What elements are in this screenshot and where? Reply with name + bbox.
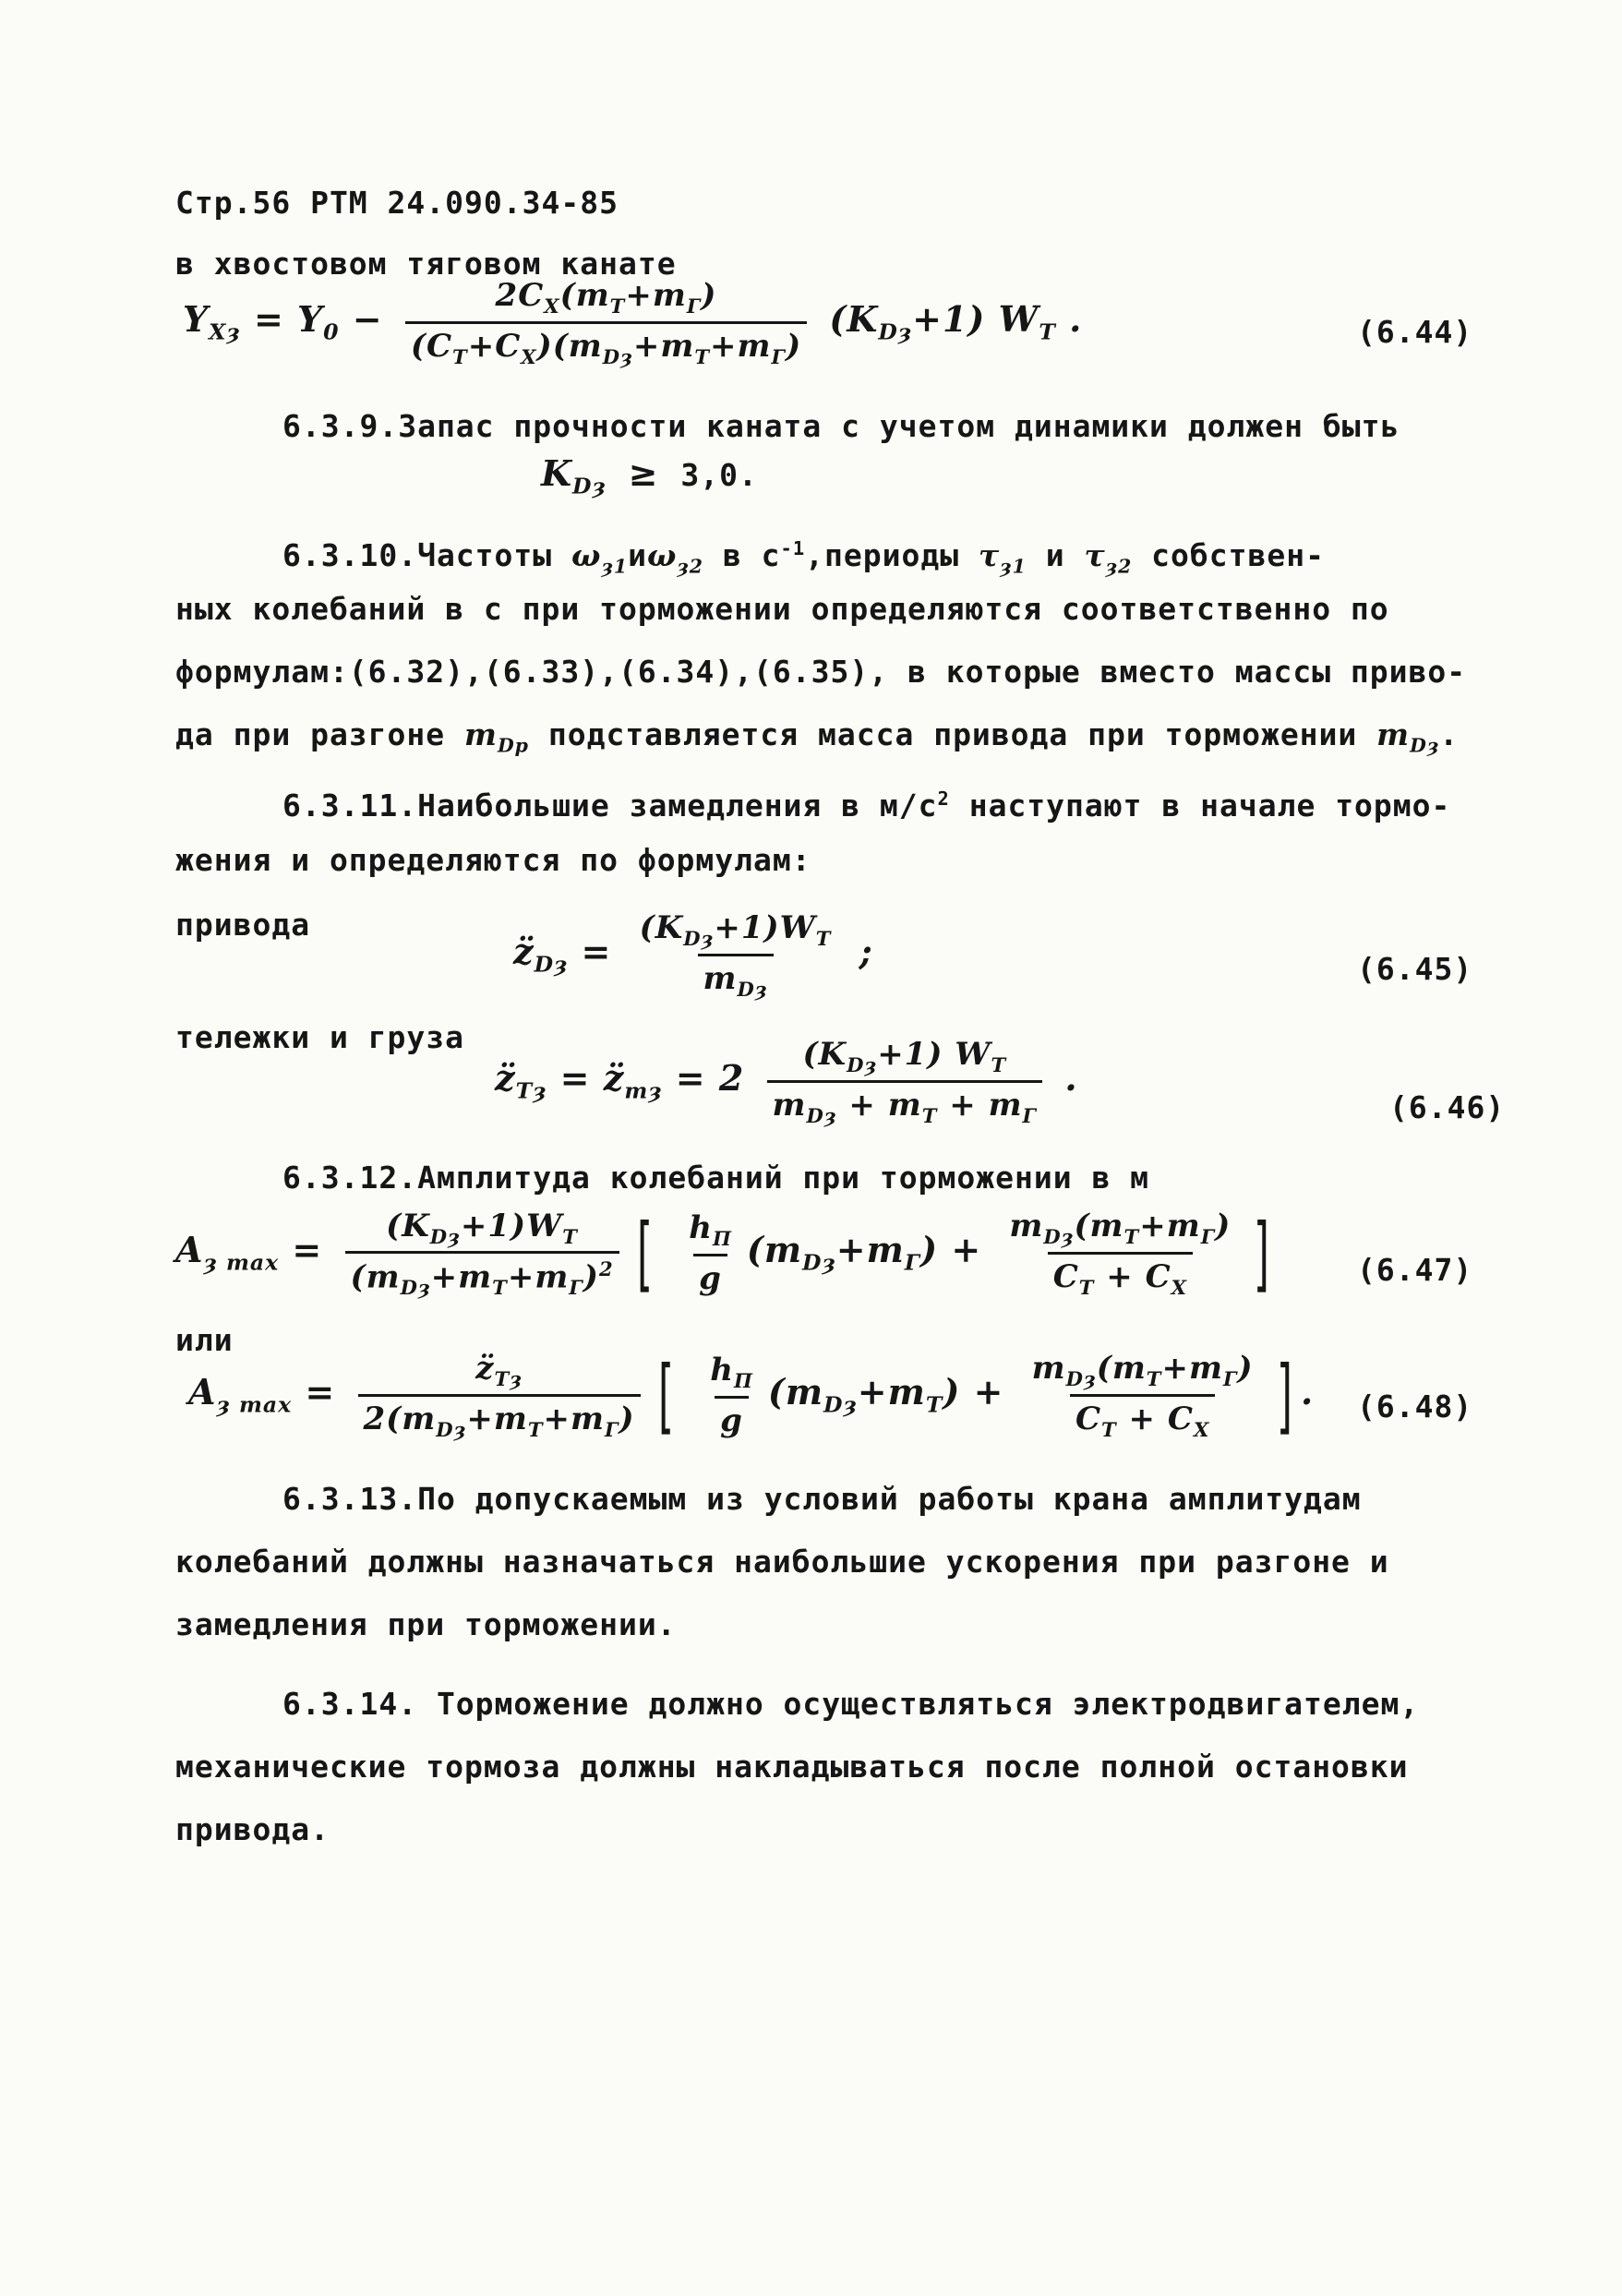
equation-number-6-45: (6.45)	[1357, 951, 1473, 987]
equation-6-48: $A_{ȝ max}$ = $\frac{z̈_{Tȝ}}{2(m_{Dȝ}+m_T+m_Г)}$ [ $\frac{h_П}{g}$ $(m_{Dȝ}+m_T)$ + $\frac{m_{Dȝ}(m_T+m_Г)}{C_T + C_X}$ ] .	[188, 1348, 1315, 1443]
paragraph-6-3-12: 6.3.12.Амплитуда колебаний при торможении в м	[282, 1160, 1150, 1196]
equation-6-44: $Y_{Xȝ} = Y_0$ − $\frac{2C_X(m_T+m_Г)}{(C_T+C_X)(m_{Dȝ}+m_T+m_Г)}$ $(K_{Dȝ}+1)$ $W_T$ .	[183, 277, 1083, 368]
kdg-value: 3,0.	[680, 457, 758, 493]
paragraph-6-3-14-line-1: 6.3.14. Торможение должно осуществляться электродвигателем,	[282, 1686, 1420, 1722]
paragraph-6-3-10-line-4: да при разгоне $m_{Dp}$ подставляется масса привода при торможении $m_{Dȝ}$.	[175, 716, 1460, 757]
equation-number-6-47: (6.47)	[1357, 1252, 1473, 1288]
paragraph-6-3-10-line-1: 6.3.10.Частоты $\omega_{ȝ1}и\omega_{ȝ2}$ в $с^{-1},периоды$ $\tau_{ȝ1}$ и $\tau_{ȝ2}$ собствен-	[282, 537, 1325, 578]
paragraph-6-3-10-line-3: формулам:(6.32),(6.33),(6.34),(6.35), в которые вместо массы приво-	[175, 654, 1467, 690]
equation-6-47: $A_{ȝ max}$ = $\frac{(K_{Dȝ}+1)W_T}{(m_{Dȝ}+m_T+m_Г)^2}$ [ $\frac{h_П}{g}$ $(m_{Dȝ}+m_Г)$ + $\frac{m_{Dȝ}(m_T+m_Г)}{C_T + C_X}$ ]	[175, 1206, 1270, 1301]
paragraph-6-3-13-line-2: колебаний должны назначаться наибольшие ускорения при разгоне и	[175, 1544, 1389, 1580]
equation-kdg: $K_{Dȝ} \ge 3,0$.	[541, 452, 758, 499]
page-header: Стр.56 РТМ 24.090.34-85	[175, 185, 619, 221]
equation-6-46: $z̈_{Tȝ}$ = $z̈_{mȝ} = 2$ $\frac{(K_{Dȝ}+1) W_T}{m_{Dȝ} + m_T + m_Г}$ .	[495, 1036, 1078, 1127]
paragraph-6-3-9: 6.3.9.Запас прочности каната с учетом динамики должен быть	[282, 408, 1400, 444]
paragraph-6-3-13-line-1: 6.3.13.По допускаемым из условий работы крана амплитудам	[282, 1481, 1362, 1517]
paragraph-6-3-11-line-1: 6.3.11.Наибольшие замедления в $м/с^2$ наступают в начале тормо-	[282, 787, 1451, 823]
paragraph-6-3-14-line-2: механические тормоза должны накладываться после полной остановки	[175, 1749, 1409, 1785]
paragraph-6-3-14-line-3: привода.	[175, 1811, 330, 1847]
label-telezhki: тележки и груза	[175, 1019, 465, 1055]
intro-line: в хвостовом тяговом канате	[175, 246, 677, 282]
equation-number-6-44: (6.44)	[1357, 314, 1473, 350]
paragraph-6-3-11-line-2: жения и определяются по формулам:	[175, 842, 811, 878]
paragraph-6-3-13-line-3: замедления при торможении.	[175, 1606, 677, 1642]
equation-6-45: $z̈_{Dȝ}$ = $\frac{(K_{Dȝ}+1)W_T}{m_{Dȝ}}$ ;	[513, 909, 873, 1001]
label-privoda: привода	[175, 907, 311, 943]
label-ili: или	[175, 1322, 234, 1358]
paragraph-6-3-10-line-2: ных колебаний в с при торможении определяются соответственно по	[175, 591, 1389, 627]
equation-number-6-48: (6.48)	[1357, 1388, 1473, 1424]
equation-number-6-46: (6.46)	[1389, 1089, 1506, 1125]
